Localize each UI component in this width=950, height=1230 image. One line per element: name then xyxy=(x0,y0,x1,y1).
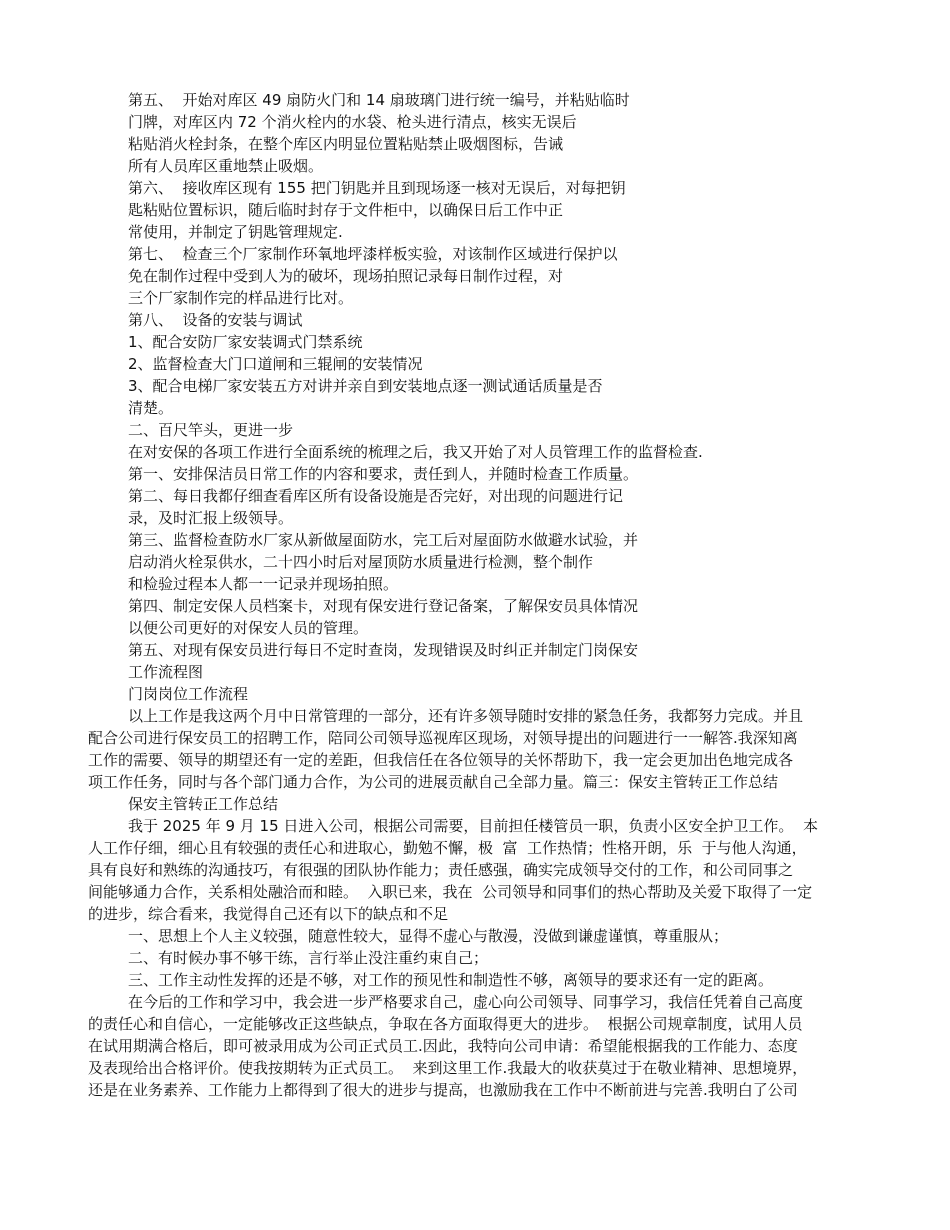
paragraph-line: 三、工作主动性发挥的还是不够，对工作的预见性和制造性不够，离领导的要求还有一定的距离。 xyxy=(128,971,774,989)
text-line: 清楚。 xyxy=(128,399,174,417)
text-line: 录，及时汇报上级领导。 xyxy=(128,509,294,527)
paragraph-line: 项工作任务，同时与各个部门通力合作，为公司的进展贡献自己全部力量。篇三：保安主管转正工作总结 xyxy=(88,773,779,791)
text-line: 第七、 检查三个厂家制作环氧地坪漆样板实验，对该制作区域进行保护以 xyxy=(128,245,618,263)
text-line: 粘贴消火栓封条，在整个库区内明显位置粘贴禁止吸烟图标，告诫 xyxy=(128,135,564,153)
section-heading: 二、百尺竿头，更进一步 xyxy=(128,421,294,439)
paragraph-line: 人工作仔细，细心且有较强的责任心和进取心，勤勉不懈，极 富 工作热情；性格开朗，乐 于与他人沟通， xyxy=(88,839,807,857)
paragraph-line: 以上工作是我这两个月中日常管理的一部分，还有许多领导随时安排的紧急任务，我都努力完成。并且 xyxy=(128,707,804,725)
paragraph-line: 一、思想上个人主义较强，随意性较大，显得不虚心与散漫，没做到谦虚谨慎，尊重服从； xyxy=(128,927,729,945)
paragraph-line: 间能够通力合作，关系相处融洽而和睦。 入职已来，我在 公司领导和同事们的热心帮助及关爱下取得了一定 xyxy=(88,883,813,901)
text-line: 第二、每日我都仔细查看库区所有设备设施是否完好，对出现的问题进行记 xyxy=(128,487,624,505)
paragraph-line: 工作的需要、领导的期望还有一定的差距，但我信任在各位领导的关怀帮助下，我一定会更加出色地完成各 xyxy=(88,751,794,769)
text-line: 第三、监督检查防水厂家从新做屋面防水，完工后对屋面防水做避水试验，并 xyxy=(128,531,639,549)
text-line: 所有人员库区重地禁止吸烟。 xyxy=(128,157,324,175)
text-line: 工作流程图 xyxy=(128,663,204,681)
text-line: 常使用，并制定了钥匙管理规定. xyxy=(128,223,343,241)
paragraph-line: 的责任心和自信心，一定能够改正这些缺点，争取在各方面取得更大的进步。 根据公司规章制度，试用人员 xyxy=(88,1015,803,1033)
text-line: 第五、 开始对库区 49 扇防火门和 14 扇玻璃门进行统一编号，并粘贴临时 xyxy=(128,91,630,109)
text-line: 第四、制定安保人员档案卡，对现有保安进行登记备案，了解保安员具体情况 xyxy=(128,597,639,615)
paragraph-line: 的进步，综合看来，我觉得自己还有以下的缺点和不足 xyxy=(88,905,449,923)
text-line: 2、监督检查大门口道闸和三辊闸的安装情况 xyxy=(128,355,423,373)
paragraph-line: 配合公司进行保安员工的招聘工作，陪同公司领导巡视库区现场，对领导提出的问题进行一一解答.我深知离 xyxy=(88,729,798,747)
text-line: 在对安保的各项工作进行全面系统的梳理之后，我又开始了对人员管理工作的监督检查. xyxy=(128,443,703,461)
paragraph-line: 具有良好和熟练的沟通技巧，有很强的团队协作能力；责任感强，确实完成领导交付的工作，和公司同事之 xyxy=(88,861,794,879)
text-line: 以便公司更好的对保安人员的管理。 xyxy=(128,619,369,637)
text-line: 免在制作过程中受到人为的破坏，现场拍照记录每日制作过程，对 xyxy=(128,267,564,285)
paragraph-line: 还是在业务素养、工作能力上都得到了很大的进步与提高，也激励我在工作中不断前进与完善.我明白了公司 xyxy=(88,1081,798,1099)
text-line: 启动消火栓泵供水，二十四小时后对屋顶防水质量进行检测，整个制作 xyxy=(128,553,594,571)
text-line: 和检验过程本人都一一记录并现场拍照。 xyxy=(128,575,399,593)
text-line: 第五、对现有保安员进行每日不定时查岗，发现错误及时纠正并制定门岗保安 xyxy=(128,641,639,659)
text-line: 三个厂家制作完的样品进行比对。 xyxy=(128,289,354,307)
text-line: 1、配合安防厂家安装调式门禁系统 xyxy=(128,333,363,351)
text-line: 门岗岗位工作流程 xyxy=(128,685,249,703)
paragraph-line: 二、有时候办事不够干练，言行举止没注重约束自己； xyxy=(128,949,489,967)
text-line: 第六、 接收库区现有 155 把门钥匙并且到现场逐一核对无误后，对每把钥 xyxy=(128,179,626,197)
text-line: 匙粘贴位置标识，随后临时封存于文件柜中，以确保日后工作中正 xyxy=(128,201,564,219)
paragraph-line: 在今后的工作和学习中，我会进一步严格要求自己，虚心向公司领导、同事学习，我信任凭着自己高度 xyxy=(128,993,804,1011)
section-title: 保安主管转正工作总结 xyxy=(128,795,279,813)
paragraph-line: 我于 2025 年 9 月 15 日进入公司，根据公司需要，目前担任楼管员一职，负责小区安全护卫工作。 本 xyxy=(128,817,818,835)
text-line: 3、配合电梯厂家安装五方对讲并亲自到安装地点逐一测试通话质量是否 xyxy=(128,377,603,395)
text-line: 门牌，对库区内 72 个消火栓内的水袋、枪头进行清点，核实无误后 xyxy=(128,113,577,131)
paragraph-line: 及表现给出合格评价。使我按期转为正式员工。 来到这里工作.我最大的收获莫过于在敬业精神、思想境界， xyxy=(88,1059,808,1077)
text-line: 第一、安排保洁员日常工作的内容和要求，责任到人，并随时检查工作质量。 xyxy=(128,465,639,483)
text-line: 第八、 设备的安装与调试 xyxy=(128,311,303,329)
paragraph-line: 在试用期满合格后，即可被录用成为公司正式员工.因此，我特向公司申请：希望能根据我的工作能力、态度 xyxy=(88,1037,798,1055)
